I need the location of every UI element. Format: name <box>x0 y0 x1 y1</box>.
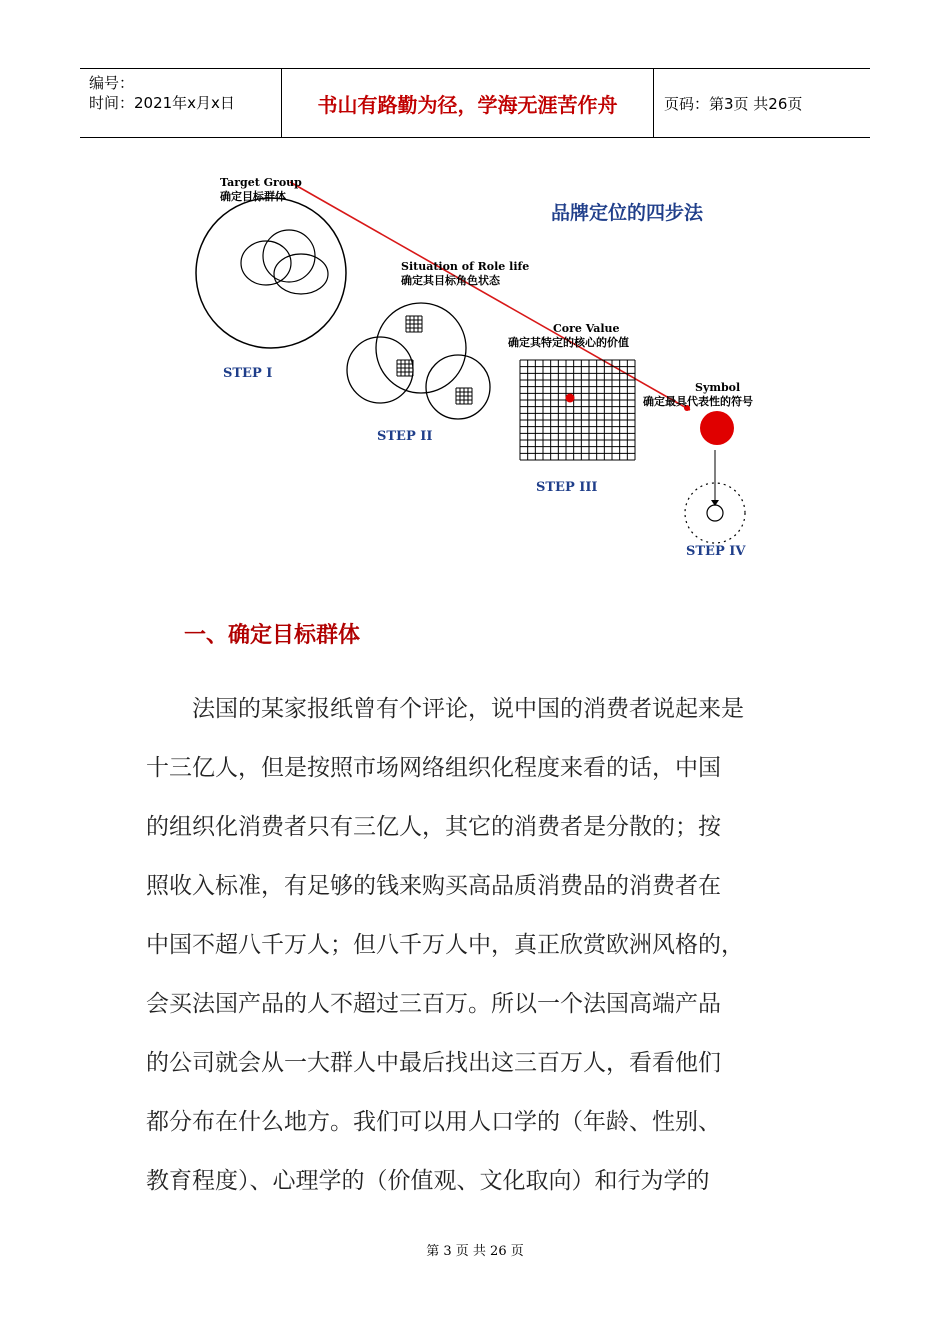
diagram-graphics <box>180 160 820 580</box>
step4-small-circle <box>707 505 723 521</box>
section-heading: 一、确定目标群体 <box>184 623 361 648</box>
brand-positioning-diagram <box>180 160 820 580</box>
step4-tag: STEP IV <box>686 544 746 559</box>
paragraph-line: 十三亿人，但是按照市场网络组织化程度来看的话，中国 <box>146 755 721 781</box>
diagram-title: 品牌定位的四步法 <box>551 202 704 224</box>
step3-core-dot <box>566 394 575 403</box>
paragraph-line: 法国的某家报纸曾有个评论，说中国的消费者说起来是 <box>146 696 744 722</box>
step1-label-en: Target Group <box>220 176 302 189</box>
paragraph-line: 的公司就会从一大群人中最后找出这三百万人，看看他们 <box>146 1050 721 1076</box>
step3-label-en: Core Value <box>553 322 620 335</box>
header-meta <box>80 69 282 137</box>
step2-circle-right <box>426 355 490 419</box>
paragraph-line: 会买法国产品的人不超过三百万。所以一个法国高端产品 <box>146 991 721 1017</box>
page-header <box>80 68 870 138</box>
paragraph-line: 都分布在什么地方。我们可以用人口学的（年龄、性别、 <box>146 1109 721 1135</box>
step4-label-cn: 确定最具代表性的符号 <box>643 395 753 408</box>
step2-tag: STEP II <box>377 429 433 444</box>
number-label: 编号： <box>89 74 135 92</box>
paragraph-line: 教育程度）、心理学的（价值观、文化取向）和行为学的 <box>146 1168 710 1194</box>
step3-tag: STEP III <box>536 480 598 495</box>
time-label: 时间：2021年x月x日 <box>89 94 235 112</box>
step1-outer-circle <box>196 198 346 348</box>
step1-label <box>220 176 302 204</box>
step3-label <box>508 322 629 350</box>
step3-label-cn: 确定其特定的核心的价值 <box>508 336 629 349</box>
step2-label-cn: 确定其目标角色状态 <box>401 274 500 287</box>
section-paragraph <box>146 680 806 1211</box>
paragraph-line: 照收入标准，有足够的钱来购买高品质消费品的消费者在 <box>146 873 721 899</box>
step4-label-en: Symbol <box>695 381 741 394</box>
page-footer: 第 3 页 共 26 页 <box>426 1244 524 1259</box>
paragraph-line: 的组织化消费者只有三亿人，其它的消费者是分散的；按 <box>146 814 721 840</box>
step1-inner-circle-a <box>241 241 291 285</box>
header-motto: 书山有路勤为径，学海无涯苦作舟 <box>282 69 654 137</box>
step2-circle-left <box>347 337 413 403</box>
step2-label-en: Situation of Role life <box>401 260 530 273</box>
step1-tag: STEP I <box>223 366 273 381</box>
step4-symbol-dot <box>700 411 734 445</box>
header-page-code: 页码：第3页 共26页 <box>664 94 803 113</box>
step4-label <box>643 381 753 409</box>
step2-label <box>401 260 529 288</box>
paragraph-line: 中国不超八千万人；但八千万人中，真正欣赏欧洲风格的， <box>146 932 744 958</box>
step1-label-cn: 确定目标群体 <box>220 190 286 203</box>
step3-grid <box>520 360 635 460</box>
step1-inner-circle-c <box>274 254 328 294</box>
